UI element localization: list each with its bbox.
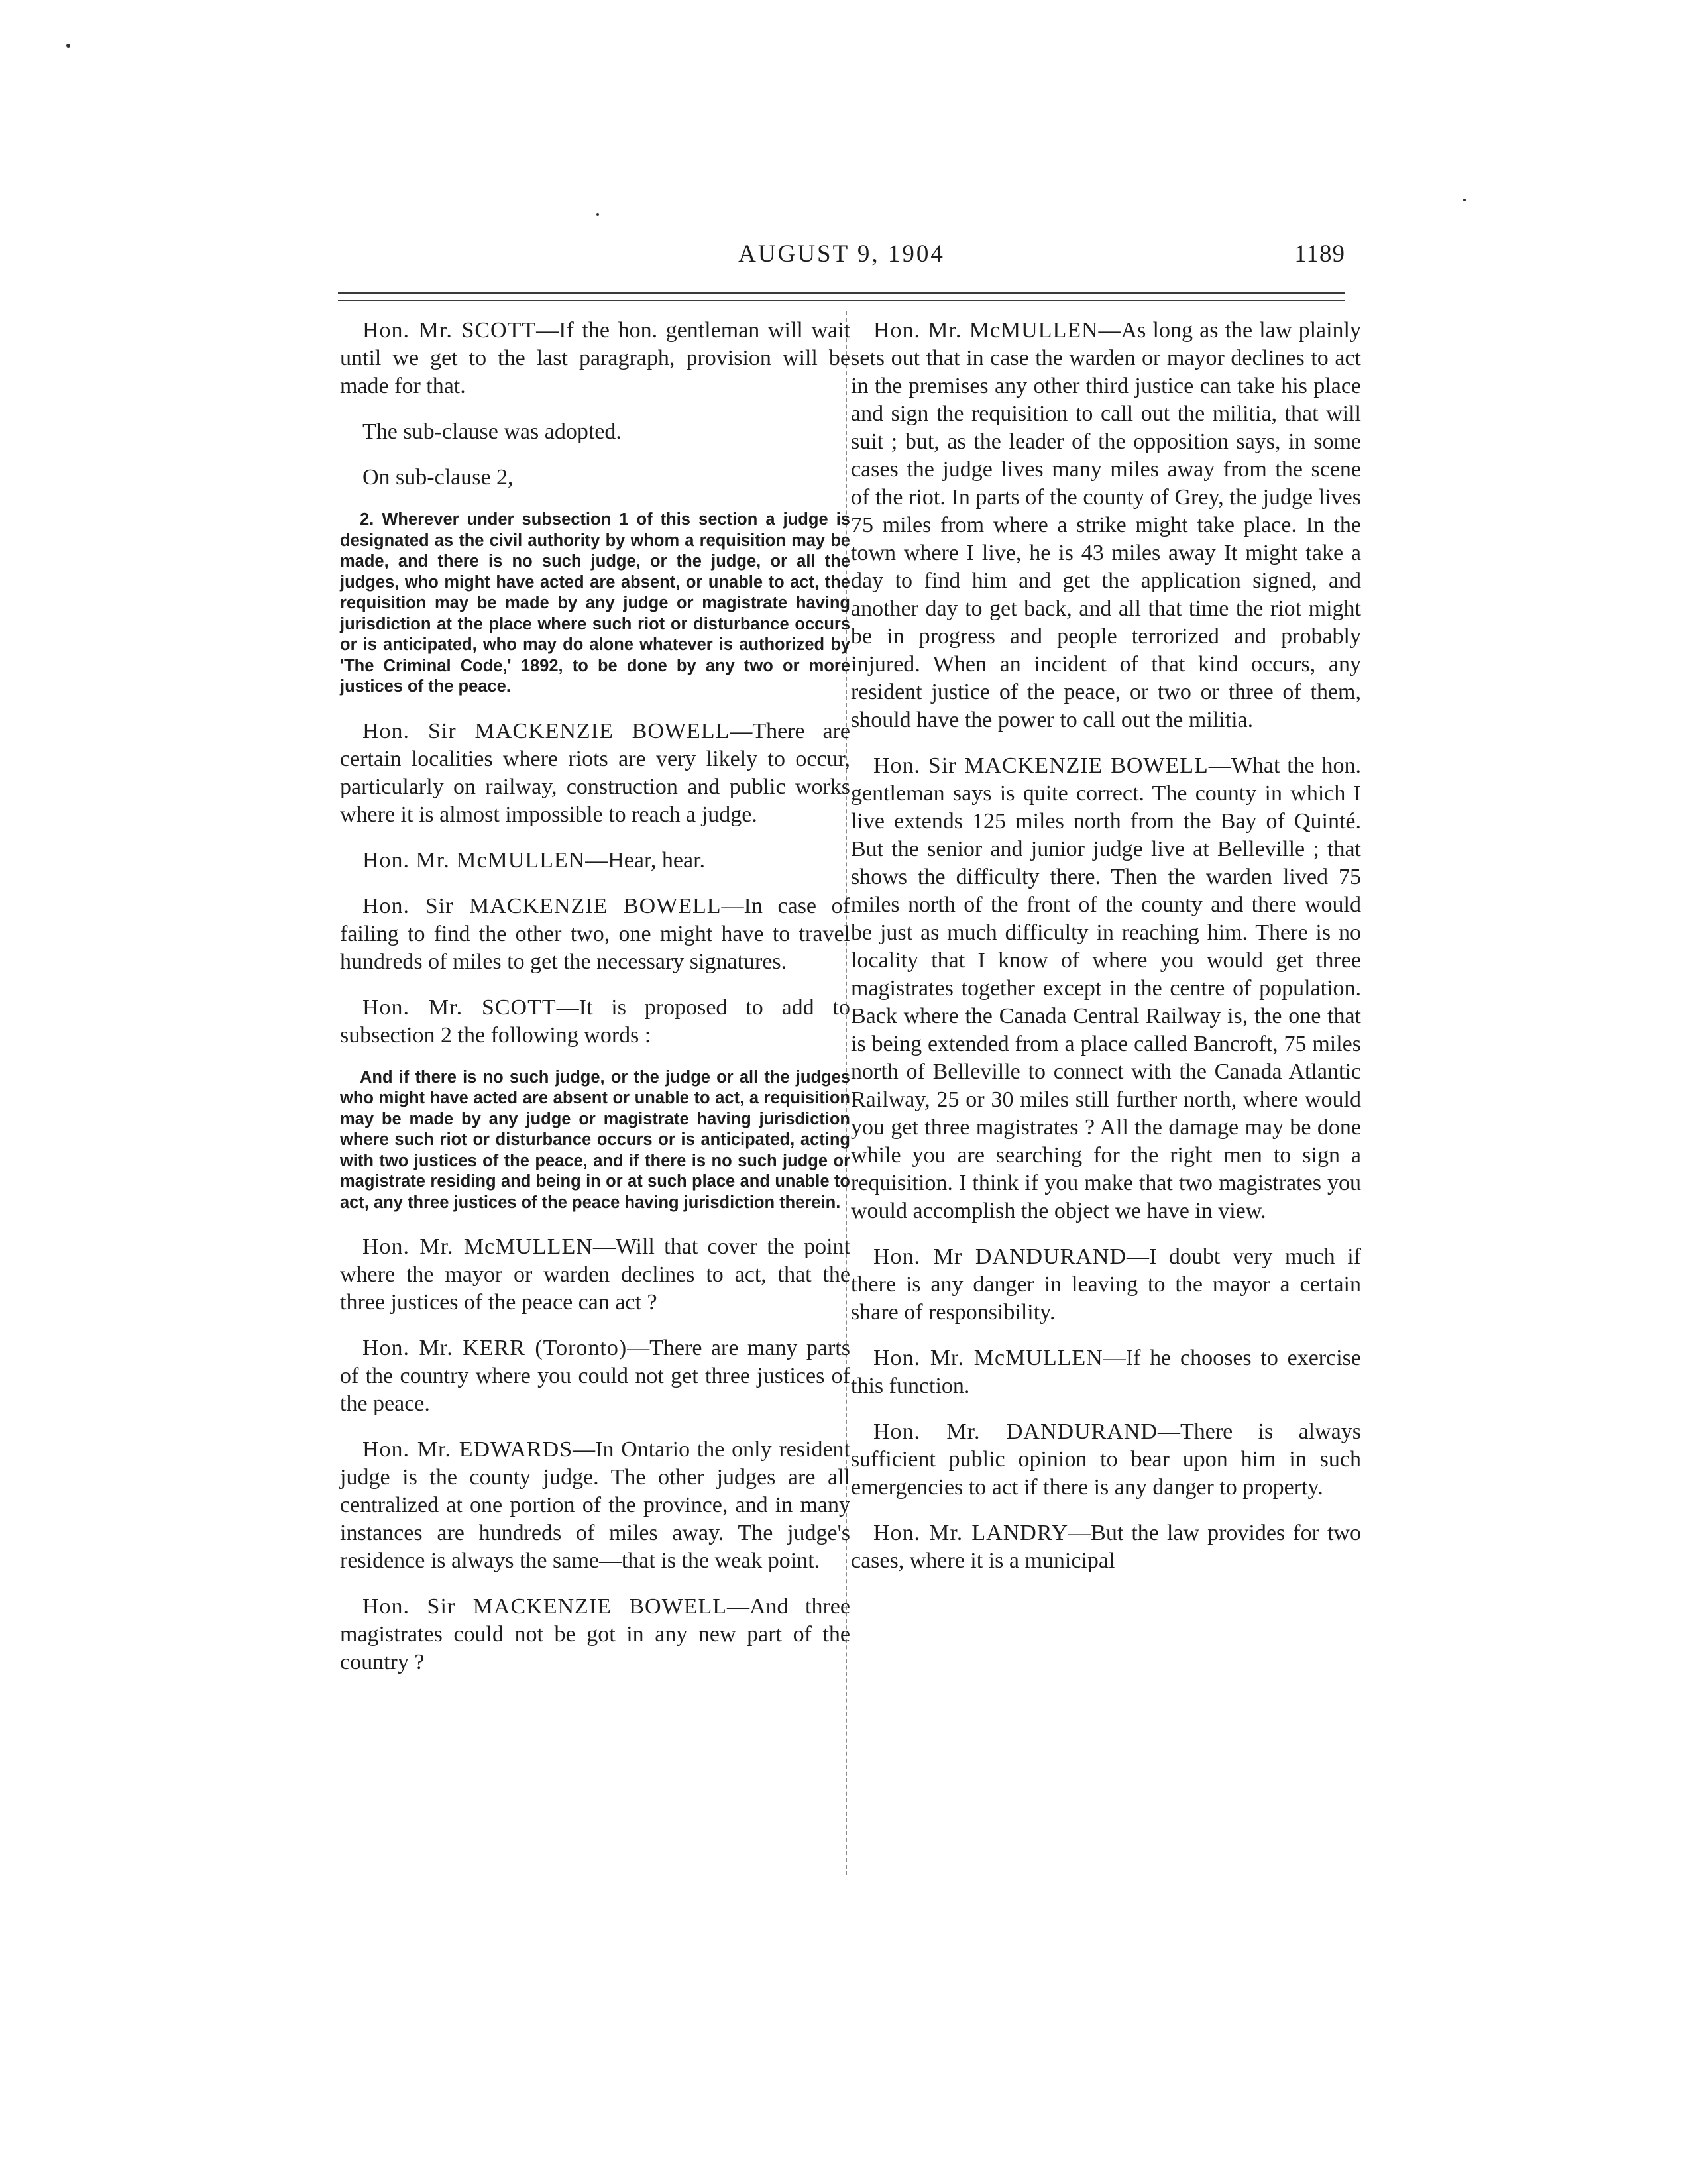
paragraph-text: —There are certain localities where riots are very likely to occur, particularly on railway, construction and public works where it is almost impossible to reach a judge.: [340, 718, 851, 827]
left-column: [340, 317, 850, 1694]
header-date: AUGUST 9, 1904: [738, 241, 945, 268]
header-rule-top: [338, 292, 1345, 294]
paragraph-text: 2. Wherever under subsection 1 of this section a judge is designated as the civil authority by whom a requisition may be made, and there is no such judge, or the judge, or all the judges, who might have acted are absent, or unable to act, the requisition may be made by any judge or magistrate having jurisdiction at the place where such riot or disturbance occurs or is anticipated, who may do alone whatever is authorized by 'The Criminal Code,' 1892, to be done by any two or more justices of the peace.: [340, 510, 850, 696]
quoted-clause: [340, 1067, 850, 1214]
speaker-name: Hon. Mr. McMULLEN: [873, 1346, 1103, 1370]
speaker-name: Hon. Mr DANDURAND: [873, 1244, 1127, 1269]
speaker-name: Hon. Mr. SCOTT: [362, 318, 537, 343]
paragraph: [851, 317, 1361, 734]
speaker-name: Hon. Mr. McMULLEN: [873, 318, 1099, 343]
paragraph: [340, 464, 850, 492]
paragraph-text: And if there is no such judge, or the judge or all the judges who might have acted are absent or unable to act, a requisition may be made by any judge or magistrate having jurisdiction where such riot or disturbance occurs or is anticipated, acting with two justices of the peace, and if there is no such judge or magistrate residing and being in or at such place and unable to act, any three justices of the peace having jurisdiction therein.: [340, 1067, 850, 1212]
paragraph: [340, 718, 850, 829]
paragraph-text: —As long as the law plainly sets out that in case the warden or mayor declines to act in the premises any other third justice can take his place and sign the requisition to call out the militia, that will suit ; but, as the leader of the opposition says, in some cases the judge lives many miles away from the scene of the riot. In parts of the county of Grey, the judge lives 75 miles from where a strike might take place. In the town where I live, he is 43 miles away It might take a day to find him and get the application signed, and another day to get back, and all that time the riot might be in progress and people terrorized and probably injured. When an incident of that kind occurs, any resident justice of the peace, or two or three of them, should have the power to call out the militia.: [851, 318, 1361, 732]
speaker-name: Hon. Mr. EDWARDS: [362, 1437, 573, 1462]
paragraph-text: —If the hon. gentleman will wait until we get to the last paragraph, provision will be made for that.: [340, 318, 850, 398]
quoted-clause: [340, 510, 850, 698]
speaker-name: Hon. Sir MACKENZIE BOWELL: [362, 718, 730, 743]
paragraph-text: —But the law provides for two cases, where it is a municipal: [851, 1521, 1361, 1573]
right-column: [851, 317, 1361, 1593]
paragraph-text: —In case of failing to find the other two, one might have to travel hundreds of miles to get the necessary signatures.: [340, 893, 850, 974]
paragraph: [340, 1335, 850, 1418]
paragraph-text: —What the hon. gentleman says is quite correct. The county in which I live extends 125 miles north from the Bay of Quinté. But the senior and junior judge live at Belleville ; that shows the difficulty there. Then the warden lived 75 miles north of the front of the county and there would be just as much difficulty in reaching him. There is no locality that I know of where you would get three magistrates together except in the centre of population. Back where the Canada Central Railway is, the one that is being extended from a place called Bancroft, 75 miles north of Belleville to connect with the Canada Atlantic Railway, 25 or 30 miles still further north, where would you get three magistrates ? All the damage may be done while you are searching for the right men to sign a requisition. I think if you make that two magistrates you would accomplish the object we have in view.: [851, 753, 1361, 1223]
speck-mark: [66, 44, 70, 48]
paragraph-text: —In Ontario the only resident judge is the county judge. The other judges are all centralized at one portion of the province, and in many instances are hundreds of miles away. The judge's residence is always the same—that is the weak point.: [340, 1437, 851, 1573]
speaker-name: Hon. Mr. McMULLEN: [362, 1234, 593, 1259]
paragraph: [851, 1243, 1361, 1327]
paragraph: [340, 1233, 850, 1317]
speaker-name: Hon. Mr. DANDURAND: [873, 1419, 1158, 1444]
speck-mark: [596, 213, 599, 216]
paragraph: [851, 1519, 1361, 1575]
paragraph-text: —There is always sufficient public opinion to bear upon him in such emergencies to act if there is any danger to property.: [851, 1419, 1361, 1500]
speck-mark: [1463, 199, 1466, 201]
paragraph: [340, 1436, 850, 1575]
speaker-name: Hon. Mr. McMULLEN: [362, 847, 586, 873]
header-rule-bottom: [338, 300, 1345, 301]
paragraph: [340, 847, 850, 875]
paragraph: [340, 317, 850, 400]
paragraph: [340, 418, 850, 446]
paragraph: [340, 893, 850, 976]
paragraph-text: —There are many parts of the country where you could not get three justices of the peace.: [340, 1336, 850, 1416]
paragraph-text: —Will that cover the point where the mayor or warden declines to act, that the three justices of the peace can act ?: [340, 1234, 850, 1315]
paragraph-text: On sub-clause 2,: [362, 465, 514, 490]
paragraph: [340, 1593, 850, 1676]
paragraph: [340, 994, 850, 1050]
paragraph-text: —I doubt very much if there is any danger in leaving to the mayor a certain share of responsibility.: [851, 1244, 1361, 1325]
paragraph-text: —If he chooses to exercise this function.: [851, 1346, 1361, 1398]
paragraph-text: —Hear, hear.: [585, 847, 706, 873]
paragraph-text: —It is proposed to add to subsection 2 the following words :: [340, 995, 850, 1048]
paragraph-text: —And three magistrates could not be got in any new part of the country ?: [340, 1594, 850, 1674]
page-header: [338, 240, 1345, 280]
speaker-name: Hon. Sir MACKENZIE BOWELL: [873, 753, 1209, 778]
speaker-name: Hon. Mr. SCOTT: [362, 995, 557, 1020]
paragraph-text: The sub-clause was adopted.: [362, 419, 622, 444]
paragraph: [851, 752, 1361, 1225]
paragraph: [851, 1344, 1361, 1400]
paragraph: [851, 1418, 1361, 1502]
speaker-name: Hon. Sir MACKENZIE BOWELL: [362, 1594, 727, 1619]
speaker-name: Hon. Sir MACKENZIE BOWELL: [362, 893, 722, 918]
speaker-name: Hon. Mr. LANDRY: [873, 1521, 1069, 1545]
speaker-name: Hon. Mr. KERR (Toronto): [362, 1336, 628, 1360]
page-number: 1189: [1294, 241, 1345, 268]
